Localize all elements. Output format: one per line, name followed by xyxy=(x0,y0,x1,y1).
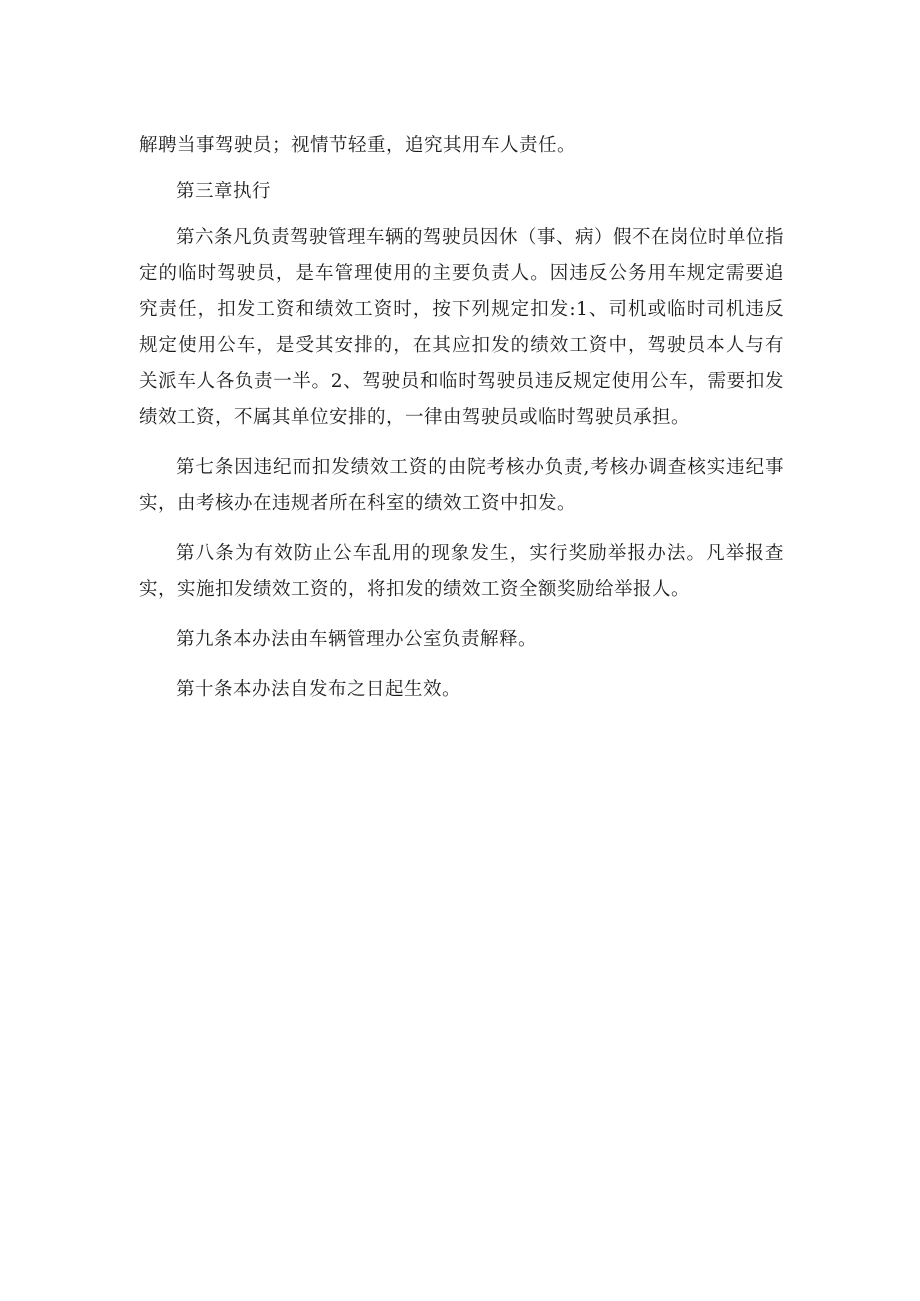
article-9: 第九条本办法由车辆管理办公室负责解释。 xyxy=(176,629,538,650)
article-10: 第十条本办法自发布之日起生效。 xyxy=(176,679,462,700)
article-6: 第六条凡负责驾驶管理车辆的驾驶员因休（事、病）假不在岗位时单位指定的临时驾驶员，是车管理使用的主要负责人。因违反公务用车规定需要追究责任，扣发工资和绩效工资时，按下列规定扣发:1、司机或临时司机违反规定使用公车，是受其安排的，在其应扣发的绩效工资中，驾驶员本人与有关派车人各负责一半。2、驾驶员和临时驾驶员违反规定使用公车，需要扣发绩效工资，不属其单位安排的，一律由驾驶员或临时驾驶员承担。 xyxy=(139,227,785,428)
paragraph-continuation: 解聘当事驾驶员；视情节轻重，追究其用车人责任。 xyxy=(139,135,577,156)
document-body xyxy=(139,128,784,708)
chapter-heading: 第三章执行 xyxy=(176,181,272,202)
article-7: 第七条因违纪而扣发绩效工资的由院考核办负责,考核办调查核实违纪事实，由考核办在违规者所在科室的绩效工资中扣发。 xyxy=(139,457,784,514)
article-8: 第八条为有效防止公车乱用的现象发生，实行奖励举报办法。凡举报查实，实施扣发绩效工资的，将扣发的绩效工资全额奖励给举报人。 xyxy=(139,543,784,600)
